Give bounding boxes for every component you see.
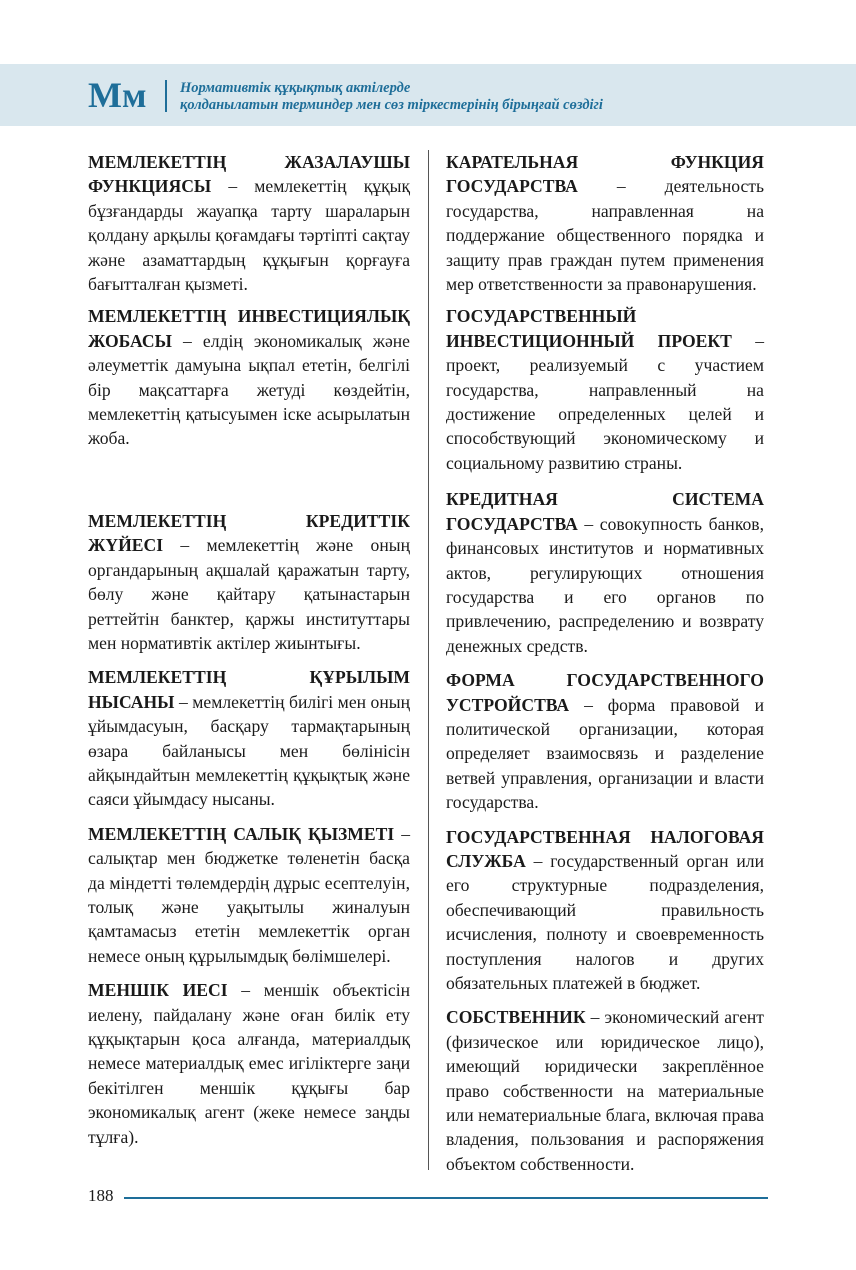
dictionary-entry [88, 822, 410, 968]
dictionary-title-line-2: қолданылатын терминдер мен сөз тіркестерінің бірыңғай сөздігі [180, 97, 603, 113]
entry-definition: – совокупность банков, финансовых институтов и нормативных актов, регулирующих отношения государства и его органов по привлечению, распределению и возврату денежных средств. [446, 513, 764, 656]
entry-term: МЕМЛЕКЕТТІҢ ЖАЗАЛАУШЫ ФУНКЦИЯСЫ [88, 152, 410, 197]
entry-definition: – деятельность государства, направленная на поддержание общественного порядка и защиту прав граждан путем применения мер ответственности за правонарушения. [446, 176, 764, 295]
page-number: 188 [88, 1186, 114, 1205]
entry-term: МЕМЛЕКЕТТІҢ КРЕДИТТІК ЖҮЙЕСІ [88, 510, 410, 556]
entry-definition: – меншік объектісін иелену, пайдалану және оған билік ету құқықтарын қоса алғанда, материалдық немесе материалдық емес игіліктерге заңи бекітілген меншік құқығы бар экономикалық агент (жеке немесе заңды тұлға). [88, 980, 410, 1147]
dictionary-entry [88, 150, 410, 296]
entry-definition: – форма правовой и политической организации, которая определяет взаимосвязь и разделение ветвей управления, организации и власти государства. [446, 694, 764, 813]
kazakh-column [88, 150, 410, 1159]
entry-definition: – экономический агент (физическое или юридическое лицо), имеющий юридически закреплённое право собственности на материальные или нематериальные блага, включая права владения, пользования и распоряжения объектом собственности. [446, 1007, 764, 1174]
entry-definition: – проект, реализуемый с участием государства, направленный на достижение определенных целей и способствующий экономическому и социальному развитию страны. [446, 330, 764, 473]
entry-term: МЕНШІК ИЕСІ [88, 980, 228, 1001]
entry-term: СОБСТВЕННИК [446, 1007, 586, 1028]
dictionary-entry [446, 1005, 764, 1176]
dictionary-entry [88, 665, 410, 811]
dictionary-entry [446, 487, 764, 658]
entry-definition: – мемлекеттің билігі мен оның ұйымдасуын, басқару тармақтарының өзара байланысы мен бөлінісін айқындайтын мемлекеттің құқықтық және саяси ұйымдасу нысаны. [88, 691, 410, 810]
section-letters: Мм [88, 75, 147, 115]
entry-term: ГОСУДАРСТВЕННАЯ НАЛОГОВАЯ СЛУЖБА [446, 826, 764, 871]
dictionary-entry [446, 825, 764, 996]
russian-column [446, 150, 764, 1186]
entry-definition: – елдің экономикалық және әлеуметтік дамуына ықпал ететін, белгілі бір мақсаттарға жетуді көздейтін, мемлекеттің қатысуымен іске асырылатын жоба. [88, 330, 410, 449]
entry-definition: – государственный орган или его структурные подразделения, обеспечивающий правильность исчисления, полноту и своевременность поступления налогов и других обязательных платежей в бюджет. [446, 850, 764, 993]
dictionary-entry [88, 978, 410, 1149]
entry-term: КАРАТЕЛЬНАЯ ФУНКЦИЯ ГОСУДАРСТВА [446, 152, 764, 197]
dictionary-entry [446, 668, 764, 814]
footer-rule [124, 1197, 768, 1199]
dictionary-entry [88, 509, 410, 655]
dictionary-entry [446, 304, 764, 475]
entry-definition: – мемлекеттің және оның органдарының ақшалай қаражатын тарту, бөлу және қайтару қатынастарын реттейтін банктер, қаржы институттары мен нормативтік актілер жиынтығы. [88, 535, 410, 653]
dictionary-title-line-1: Нормативтік құқықтық актілерде [180, 80, 411, 96]
entry-term: ФОРМА ГОСУДАРСТВЕННОГО УСТРОЙСТВА [446, 670, 764, 715]
entry-term: МЕМЛЕКЕТТІҢ ИНВЕСТИЦИЯЛЫҚ ЖОБАСЫ [88, 306, 410, 351]
entry-term: МЕМЛЕКЕТТІҢ ҚҰРЫЛЫМ НЫСАНЫ [88, 667, 410, 712]
dictionary-entry [446, 150, 764, 296]
entry-term: МЕМЛЕКЕТТІҢ САЛЫҚ ҚЫЗМЕТІ [88, 823, 395, 844]
column-divider [428, 150, 429, 1170]
header-divider [165, 80, 167, 112]
dictionary-title [180, 80, 603, 114]
dictionary-entry [88, 304, 410, 450]
entry-definition: – мемлекеттің құқық бұзғандарды жауапқа тарту шараларын қолдану арқылы қоғамдағы тәртіпті сақтау және азаматтардың құқығын қорғауға бағытталған қызметі. [88, 176, 410, 295]
entry-definition: – салықтар мен бюджетке төленетін басқа да міндетті төлемдердің дұрыс есептелуін, толық және уақытылы жиналуын қамтамасыз ететін мемлекеттік орган немесе оның құрылымдық бөлімшелері. [88, 823, 410, 966]
entry-term: КРЕДИТНАЯ СИСТЕМА ГОСУДАРСТВА [446, 489, 764, 534]
entry-term: ГОСУДАРСТВЕННЫЙ ИНВЕСТИЦИОННЫЙ ПРОЕКТ [446, 306, 732, 351]
